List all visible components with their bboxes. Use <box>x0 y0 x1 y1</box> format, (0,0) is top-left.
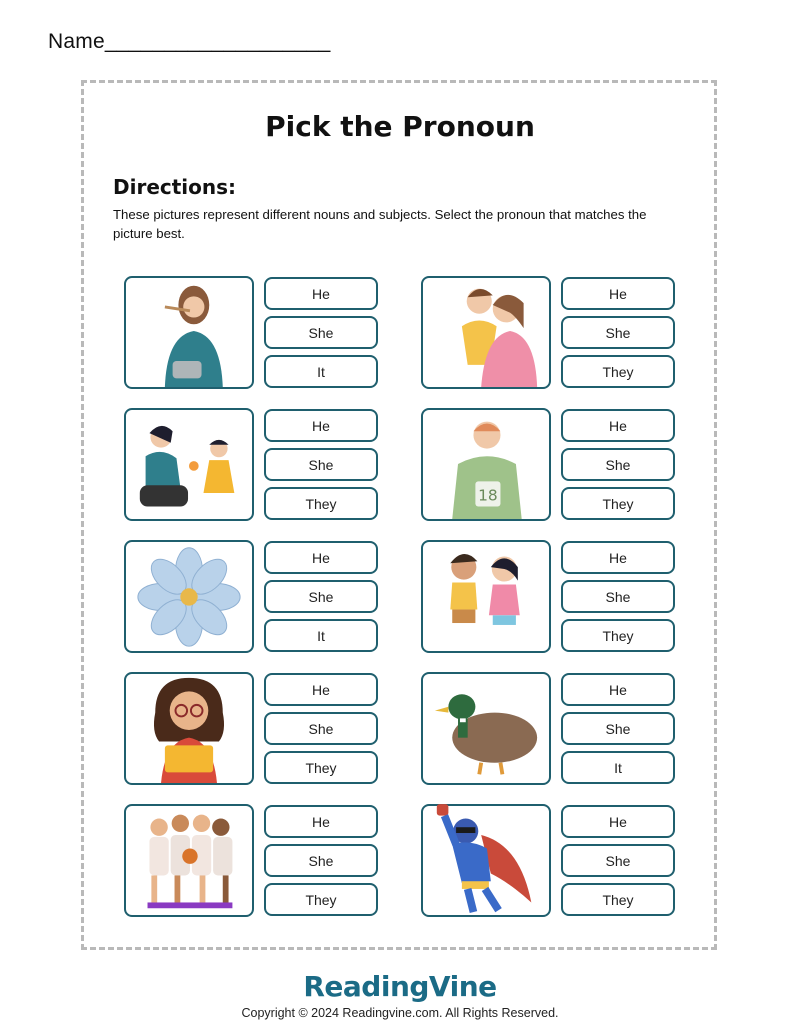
item-superhero <box>421 804 675 919</box>
blue-flower-icon <box>124 540 254 653</box>
option-they[interactable]: They <box>561 487 675 520</box>
item-two-kids-playing <box>421 540 675 655</box>
item-basketball-team <box>124 804 378 919</box>
boy-in-jersey-18-icon <box>421 408 551 521</box>
option-they[interactable]: They <box>561 883 675 916</box>
option-he[interactable]: He <box>561 673 675 706</box>
option-she[interactable]: She <box>264 316 378 349</box>
directions-text: These pictures represent different nouns and subjects. Select the pronoun that matches the picture best. <box>113 207 647 241</box>
option-it[interactable]: It <box>264 619 378 652</box>
option-she[interactable]: She <box>561 712 675 745</box>
superhero-flying-icon <box>421 804 551 917</box>
mother-hugging-child-icon <box>421 276 551 389</box>
option-she[interactable]: She <box>561 844 675 877</box>
option-it[interactable]: It <box>561 751 675 784</box>
item-woman-giving-fruit <box>124 408 378 523</box>
option-they[interactable]: They <box>561 619 675 652</box>
option-he[interactable]: He <box>264 277 378 310</box>
name-field-label: Name___________________ <box>48 30 331 53</box>
option-he[interactable]: He <box>264 541 378 574</box>
option-she[interactable]: She <box>561 316 675 349</box>
option-she[interactable]: She <box>264 448 378 481</box>
item-boy-in-jersey <box>421 408 675 523</box>
option-he[interactable]: He <box>561 409 675 442</box>
girl-reading-book-icon <box>124 672 254 785</box>
option-he[interactable]: He <box>561 277 675 310</box>
option-they[interactable]: They <box>264 487 378 520</box>
option-they[interactable]: They <box>264 883 378 916</box>
option-she[interactable]: She <box>561 580 675 613</box>
option-she[interactable]: She <box>264 844 378 877</box>
option-it[interactable]: It <box>264 355 378 388</box>
basketball-team-huddle-icon <box>124 804 254 917</box>
item-mother-hugging-child <box>421 276 675 391</box>
option-they[interactable]: They <box>561 355 675 388</box>
item-blue-flower <box>124 540 378 655</box>
copyright-text: Copyright © 2024 Readingvine.com. All Rights Reserved. <box>241 1006 559 1020</box>
readingvine-logo: ReadingVine <box>303 970 497 1003</box>
option-they[interactable]: They <box>264 751 378 784</box>
option-he[interactable]: He <box>561 541 675 574</box>
item-girl-reading <box>124 672 378 787</box>
woman-tasting-soup-icon <box>124 276 254 389</box>
option-she[interactable]: She <box>264 712 378 745</box>
worksheet-title: Pick the Pronoun <box>265 110 535 143</box>
option-he[interactable]: He <box>264 805 378 838</box>
woman-giving-fruit-to-girl-icon <box>124 408 254 521</box>
item-woman-tasting-soup <box>124 276 378 391</box>
option-he[interactable]: He <box>264 673 378 706</box>
option-she[interactable]: She <box>264 580 378 613</box>
directions-heading: Directions: <box>113 175 237 199</box>
two-kids-playing-icon <box>421 540 551 653</box>
option-he[interactable]: He <box>264 409 378 442</box>
svg-text:18: 18 <box>478 486 498 505</box>
item-duck <box>421 672 675 787</box>
option-he[interactable]: He <box>561 805 675 838</box>
option-she[interactable]: She <box>561 448 675 481</box>
duck-icon <box>421 672 551 785</box>
